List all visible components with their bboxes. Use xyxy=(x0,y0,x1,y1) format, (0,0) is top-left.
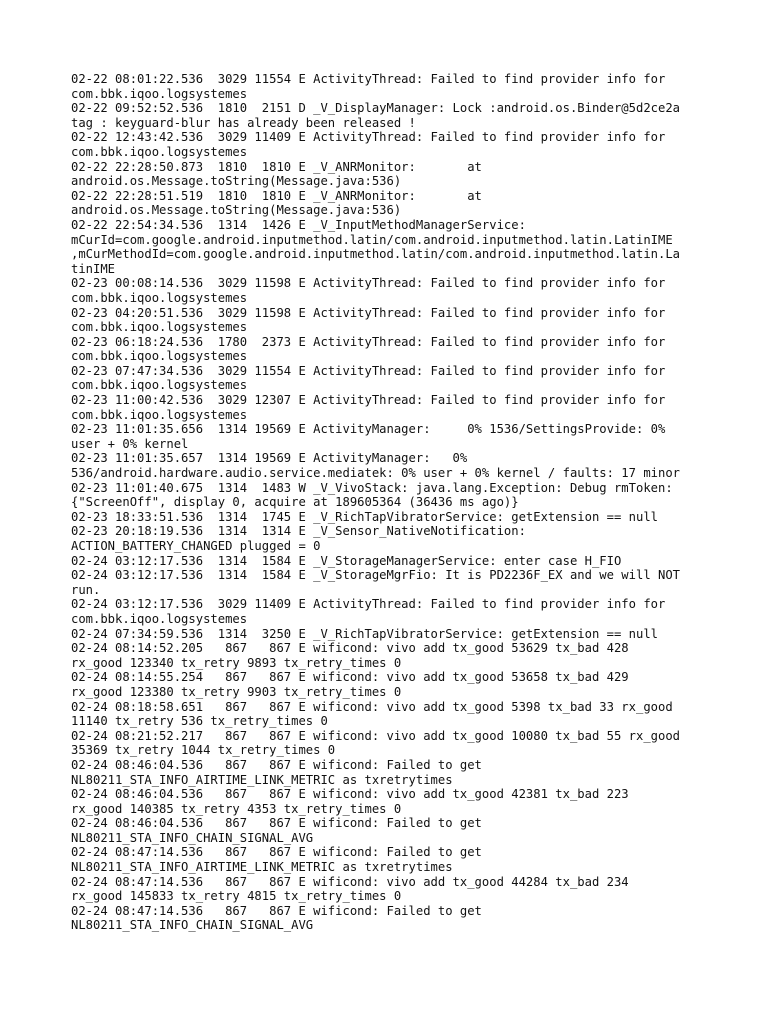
log-line: 02-23 11:01:40.675 1314 1483 W _V_VivoStack: java.lang.Exception: Debug rmToken: xyxy=(71,480,673,495)
log-line: run. xyxy=(71,582,101,597)
log-line: 02-22 22:28:50.873 1810 1810 E _V_ANRMonitor: at xyxy=(71,159,482,174)
log-line: 02-24 08:46:04.536 867 867 E wificond: Failed to get xyxy=(71,816,482,831)
log-line: 02-23 11:01:35.657 1314 19569 E ActivityManager: 0% xyxy=(71,451,468,466)
log-line: 02-24 08:47:14.536 867 867 E wificond: Failed to get xyxy=(71,845,482,860)
log-line: com.bbk.iqoo.logsystemes xyxy=(71,349,248,364)
log-line: ,mCurMethodId=com.google.android.inputmethod.latin/com.android.inputmethod.latin.La xyxy=(71,247,681,262)
log-line: 02-23 04:20:51.536 3029 11598 E ActivityThread: Failed to find provider info for xyxy=(71,305,666,320)
log-line: android.os.Message.toString(Message.java:536) xyxy=(71,174,402,189)
log-line: com.bbk.iqoo.logsystemes xyxy=(71,86,248,101)
log-line: 02-24 03:12:17.536 1314 1584 E _V_StorageMgrFio: It is PD2236F_EX and we will NOT xyxy=(71,568,681,583)
log-line: 02-24 03:12:17.536 1314 1584 E _V_StorageManagerService: enter case H_FIO xyxy=(71,553,622,568)
log-line: com.bbk.iqoo.logsystemes xyxy=(71,320,248,335)
log-line: com.bbk.iqoo.logsystemes xyxy=(71,144,248,159)
log-line: 02-23 06:18:24.536 1780 2373 E ActivityThread: Failed to find provider info for xyxy=(71,334,666,349)
log-line: NL80211_STA_INFO_AIRTIME_LINK_METRIC as txretrytimes xyxy=(71,860,453,875)
log-line: 02-24 08:14:52.205 867 867 E wificond: vivo add tx_good 53629 tx_bad 428 xyxy=(71,641,629,656)
log-line: 02-23 00:08:14.536 3029 11598 E ActivityThread: Failed to find provider info for xyxy=(71,276,666,291)
log-line: user + 0% kernel xyxy=(71,436,189,451)
log-line: 02-24 08:46:04.536 867 867 E wificond: Failed to get xyxy=(71,757,482,772)
log-line: 02-22 08:01:22.536 3029 11554 E ActivityThread: Failed to find provider info for xyxy=(71,72,666,86)
log-line: NL80211_STA_INFO_CHAIN_SIGNAL_AVG xyxy=(71,918,314,933)
log-line: 11140 tx_retry 536 tx_retry_times 0 xyxy=(71,714,328,729)
log-line: 02-24 07:34:59.536 1314 3250 E _V_RichTapVibratorService: getExtension == null xyxy=(71,626,658,641)
log-line: mCurId=com.google.android.inputmethod.latin/com.android.inputmethod.latin.LatinIME xyxy=(71,232,673,247)
log-line: 02-24 08:47:14.536 867 867 E wificond: Failed to get xyxy=(71,903,482,918)
log-line: 02-23 07:47:34.536 3029 11554 E ActivityThread: Failed to find provider info for xyxy=(71,363,666,378)
log-line: 02-22 12:43:42.536 3029 11409 E ActivityThread: Failed to find provider info for xyxy=(71,130,666,145)
log-line: com.bbk.iqoo.logsystemes xyxy=(71,407,248,422)
log-line: 02-24 03:12:17.536 3029 11409 E ActivityThread: Failed to find provider info for xyxy=(71,597,666,612)
log-line: 02-23 18:33:51.536 1314 1745 E _V_RichTapVibratorService: getExtension == null xyxy=(71,509,658,524)
log-line: com.bbk.iqoo.logsystemes xyxy=(71,290,248,305)
log-line: rx_good 145833 tx_retry 4815 tx_retry_times 0 xyxy=(71,889,402,904)
log-line: 02-22 22:28:51.519 1810 1810 E _V_ANRMonitor: at xyxy=(71,188,482,203)
log-line: 02-22 22:54:34.536 1314 1426 E _V_InputMethodManagerService: xyxy=(71,217,526,232)
log-line: {"ScreenOff", display 0, acquire at 189605364 (36436 ms ago)} xyxy=(71,495,519,510)
log-line: com.bbk.iqoo.logsystemes xyxy=(71,378,248,393)
log-line: 02-24 08:46:04.536 867 867 E wificond: vivo add tx_good 42381 tx_bad 223 xyxy=(71,787,629,802)
log-line: 02-23 11:01:35.656 1314 19569 E ActivityManager: 0% 1536/SettingsProvide: 0% xyxy=(71,422,666,437)
log-document-body xyxy=(71,72,731,933)
log-line: 02-24 08:21:52.217 867 867 E wificond: vivo add tx_good 10080 tx_bad 55 rx_good xyxy=(71,728,681,743)
log-line: tag : keyguard-blur has already been released ! xyxy=(71,115,416,130)
log-line: 02-23 11:00:42.536 3029 12307 E ActivityThread: Failed to find provider info for xyxy=(71,393,666,408)
log-line: 02-23 20:18:19.536 1314 1314 E _V_Sensor_NativeNotification: xyxy=(71,524,526,539)
log-line: 02-24 08:14:55.254 867 867 E wificond: vivo add tx_good 53658 tx_bad 429 xyxy=(71,670,629,685)
log-line: rx_good 140385 tx_retry 4353 tx_retry_times 0 xyxy=(71,801,402,816)
log-line: 536/android.hardware.audio.service.mediatek: 0% user + 0% kernel / faults: 17 minor xyxy=(71,466,681,481)
log-line: com.bbk.iqoo.logsystemes xyxy=(71,611,248,626)
log-line: 02-22 09:52:52.536 1810 2151 D _V_DisplayManager: Lock :android.os.Binder@5d2ce2a xyxy=(71,101,681,116)
log-line: android.os.Message.toString(Message.java:536) xyxy=(71,203,402,218)
log-line: 02-24 08:47:14.536 867 867 E wificond: vivo add tx_good 44284 tx_bad 234 xyxy=(71,874,629,889)
log-line: 35369 tx_retry 1044 tx_retry_times 0 xyxy=(71,743,336,758)
log-line: NL80211_STA_INFO_AIRTIME_LINK_METRIC as txretrytimes xyxy=(71,772,453,787)
log-line: ACTION_BATTERY_CHANGED plugged = 0 xyxy=(71,539,321,553)
log-line: NL80211_STA_INFO_CHAIN_SIGNAL_AVG xyxy=(71,830,314,845)
log-line: 02-24 08:18:58.651 867 867 E wificond: vivo add tx_good 5398 tx_bad 33 rx_good xyxy=(71,699,673,714)
log-line: rx_good 123380 tx_retry 9903 tx_retry_times 0 xyxy=(71,684,402,699)
log-line: tinIME xyxy=(71,261,116,276)
log-line: rx_good 123340 tx_retry 9893 tx_retry_times 0 xyxy=(71,655,402,670)
